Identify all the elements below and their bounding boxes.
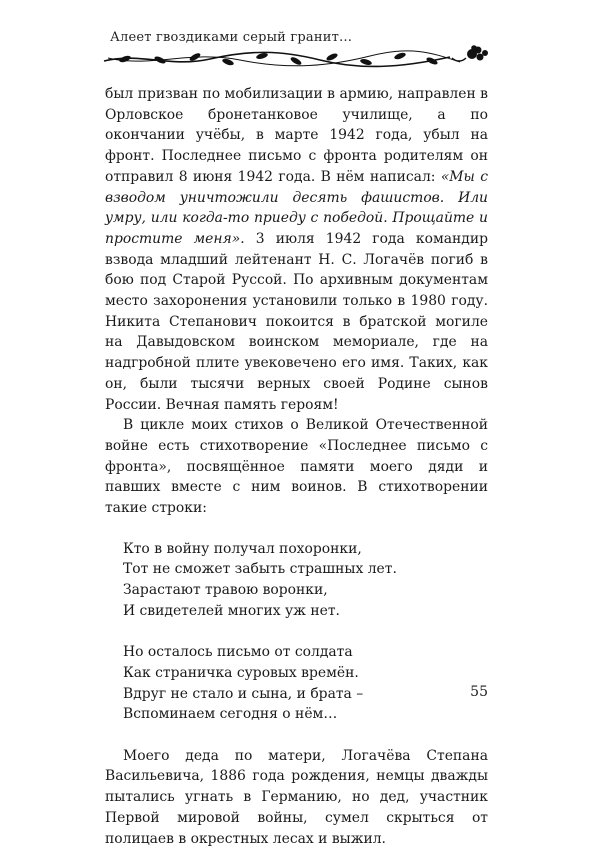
poem-line: Вдруг не стало и сына, и брата – bbox=[123, 685, 364, 702]
carnation-vine-ornament-icon bbox=[100, 44, 492, 72]
paragraph-1-continuation: 3 июля 1942 года командир взвода младший лейтенант Н. С. Логачёв погиб в бою под Старой Руссой. По архивным документам место захоронения установили только в 1980 году. Никита Степанович покоится в братской могиле на Давыдовском воинском мемориале, где на надгробной плите увековечено его имя. Таких, как он, были тысячи верных своей Родине сынов России. Вечная память героям! bbox=[105, 230, 488, 413]
poem-line: Вспоминаем сегодня о нём… bbox=[123, 706, 338, 723]
poem-stanza-2 bbox=[123, 642, 488, 725]
poem-line: Кто в войну получал похоронки, bbox=[123, 540, 362, 557]
poem-line: И свидетелей многих уж нет. bbox=[123, 602, 340, 619]
paragraph-1 bbox=[105, 84, 488, 415]
page-body bbox=[105, 84, 488, 849]
poem-line: Тот не сможет забыть страшных лет. bbox=[123, 561, 397, 578]
poem bbox=[123, 539, 488, 725]
poem-line: Но осталось письмо от солдата bbox=[123, 644, 353, 661]
poem-line: Как страничка суровых времён. bbox=[123, 664, 359, 681]
paragraph-2: В цикле моих стихов о Великой Отечественной войне есть стихотворение «Последнее письмо с фронта», посвящённое памяти моего дяди и павших вместе с ним воинов. В стихотворении такие строки: bbox=[105, 417, 488, 517]
letter-quote: «Мы с взводом уничтожили десять фашистов. Или умру, или когда-то приеду с победой. Прощайте и простите меня». bbox=[105, 168, 488, 247]
paragraph-1-text: был призван по мобилизации в армию, направлен в Орловское бронетанковое училище, а по окончании учёбы, в марте 1942 года, убыл на фронт. Последнее письмо с фронта родителям он отправил 8 июня 1942 года. В нём написал: bbox=[105, 86, 488, 185]
page-number: 55 bbox=[470, 684, 488, 700]
poem-line: Зарастают травою воронки, bbox=[123, 582, 328, 599]
running-title: Алеет гвоздиками серый гранит… bbox=[110, 30, 353, 45]
poem-stanza-1 bbox=[123, 539, 488, 622]
paragraph-3: Моего деда по матери, Логачёва Степана Васильевича, 1886 года рождения, немцы дважды пытались угнать в Германию, но дед, участник Первой мировой войны, сумел скрыться от полицаев в окрестных лесах и выжил. bbox=[105, 747, 488, 847]
